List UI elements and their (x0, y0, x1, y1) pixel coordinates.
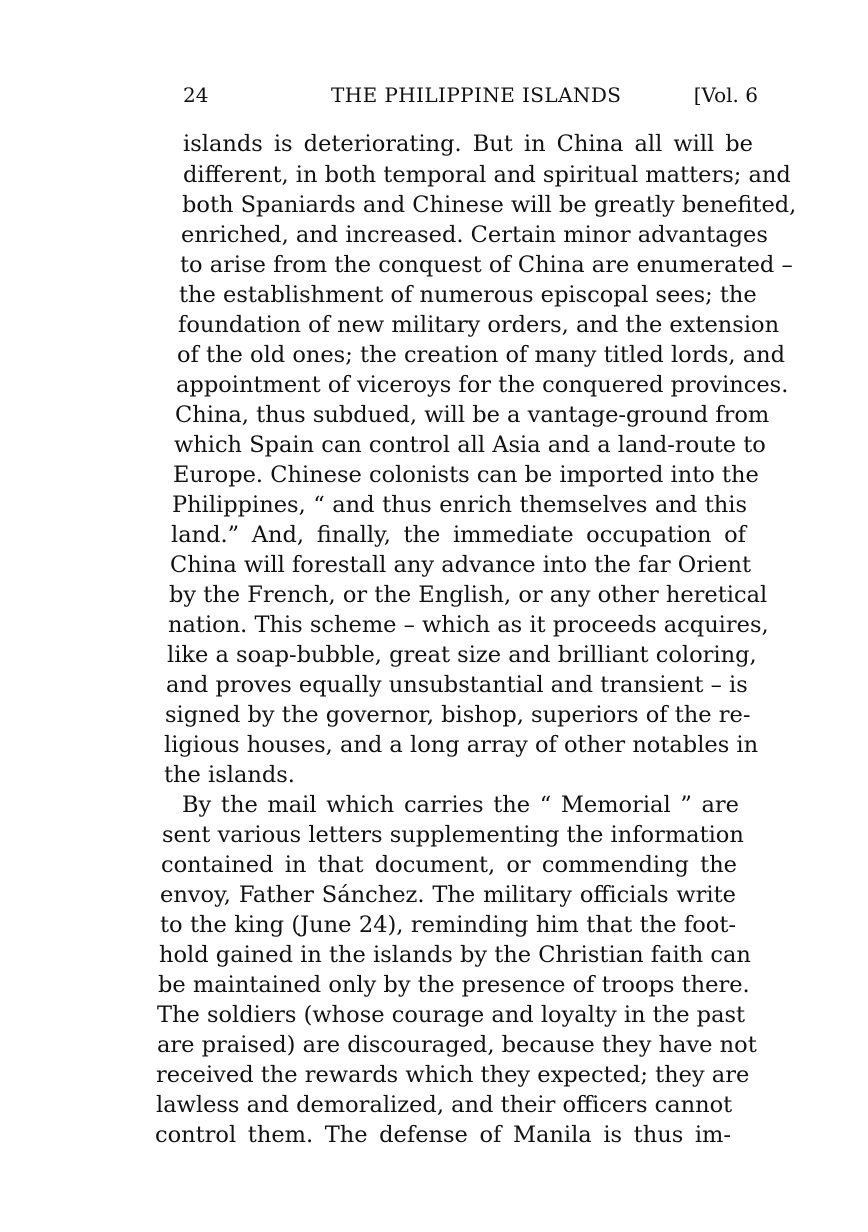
running-head (183, 80, 758, 114)
text-line: enriched, and increased. Certain minor advantages (181, 222, 768, 248)
text-line: of the old ones; the creation of many titled lords, and (177, 342, 786, 368)
page-number: 24 (183, 83, 209, 107)
volume-label: [Vol. 6 (693, 83, 758, 107)
text-line: be maintained only by the presence of troops there. (158, 972, 750, 998)
text-line: China will forestall any advance into the far Orient (170, 552, 752, 578)
text-line: to arise from the conquest of China are enumerated – (180, 252, 793, 278)
text-line: received the rewards which they expected; they are (156, 1062, 750, 1088)
text-line: Europe. Chinese colonists can be imported into the (173, 462, 759, 488)
text-line: control them. The defense of Manila is thus im- (155, 1122, 731, 1148)
text-line: appointment of viceroys for the conquered provinces. (176, 372, 789, 398)
text-line: which Spain can control all Asia and a land-route to (174, 432, 766, 458)
text-line: by the French, or the English, or any other heretical (169, 582, 768, 608)
text-line: contained in that document, or commending the (161, 852, 737, 878)
text-line: lawless and demoralized, and their officers cannot (156, 1092, 733, 1118)
text-line: sent various letters supplementing the information (162, 822, 744, 848)
text-line: the establishment of numerous episcopal sees; the (179, 282, 757, 308)
text-line: islands is deteriorating. But in China all will be (183, 131, 753, 157)
text-line: and proves equally unsubstantial and transient – is (166, 672, 748, 698)
text-line: different, in both temporal and spiritual matters; and (183, 162, 791, 188)
text-line: the islands. (164, 762, 295, 788)
text-line: foundation of new military orders, and the extension (178, 312, 780, 338)
text-line: to the king (June 24), reminding him that the foot- (160, 912, 736, 938)
text-line: The soldiers (whose courage and loyalty in the past (157, 1002, 746, 1028)
text-line: are praised) are discouraged, because they have not (157, 1032, 757, 1058)
text-line: signed by the governor, bishop, superiors of the re- (165, 702, 751, 728)
text-line: By the mail which carries the “ Memorial ” are (182, 792, 739, 818)
text-line: ligious houses, and a long array of other notables in (164, 732, 759, 758)
text-line: Philippines, “ and thus enrich themselves and this (172, 492, 747, 518)
text-line: hold gained in the islands by the Christian faith can (159, 942, 751, 968)
text-line: envoy, Father Sánchez. The military officials write (160, 882, 736, 908)
text-line: nation. This scheme – which as it proceeds acquires, (168, 612, 769, 638)
text-line: land.” And, finally, the immediate occupation of (171, 522, 746, 548)
text-line: China, thus subdued, will be a vantage-ground from (175, 402, 770, 428)
book-title: THE PHILIPPINE ISLANDS (331, 83, 622, 107)
text-line: both Spaniards and Chinese will be greatly benefited, (182, 192, 797, 218)
text-line: like a soap-bubble, great size and brilliant coloring, (167, 642, 757, 668)
